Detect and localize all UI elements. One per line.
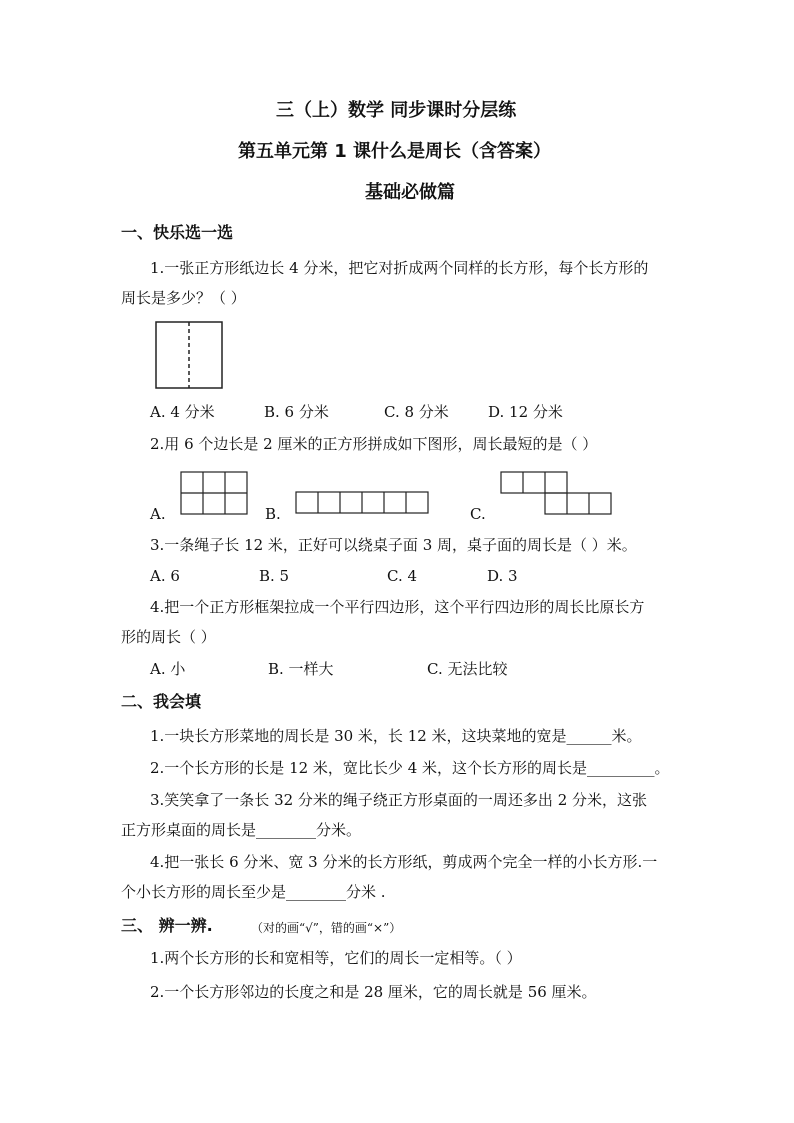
q4-option-b[interactable]: B. 一样大 (268, 660, 334, 678)
judge-question-1: 1.两个长方形的长和宽相等，它们的周长一定相等。（ ） (150, 949, 522, 967)
q4-option-a[interactable]: A. 小 (150, 660, 186, 678)
shape-b-1x6-row (295, 491, 431, 515)
level-label: 基础必做篇 (365, 182, 455, 203)
section-heading-choice: 一、快乐选一选 (121, 223, 234, 242)
q3-option-c[interactable]: C. 4 (387, 567, 418, 585)
fill-question-2: 2.一个长方形的长是 12 米，宽比长少 4 米，这个长方形的周长是_________。 (150, 759, 670, 777)
folded-square-figure (155, 321, 225, 391)
fill-question-3: 3.笑笑拿了一条长 32 分米的绳子绕正方形桌面的一周还多出 2 分米，这张 (150, 791, 648, 809)
q3-option-a[interactable]: A. 6 (150, 567, 180, 585)
fill-question-4-cont: 个小长方形的周长至少是________分米 . (121, 883, 386, 901)
fill-question-1: 1.一块长方形菜地的周长是 30 米，长 12 米，这块菜地的宽是______米。 (150, 727, 642, 745)
q1-option-b[interactable]: B. 6 分米 (264, 403, 329, 421)
q1-option-a[interactable]: A. 4 分米 (150, 403, 215, 421)
question-1-1-text-cont: 周长是多少？（ ） (121, 289, 246, 307)
question-1-1-text: 1.一张正方形纸边长 4 分米，把它对折成两个同样的长方形，每个长方形的 (150, 259, 649, 277)
q1-option-c[interactable]: C. 8 分米 (384, 403, 449, 421)
question-1-2-text: 2.用 6 个边长是 2 厘米的正方形拼成如下图形，周长最短的是（ ） (150, 435, 598, 453)
shape-a-2x3-grid (180, 471, 250, 517)
fill-question-3-cont: 正方形桌面的周长是________分米。 (121, 821, 362, 839)
page-title: 三（上）数学 同步课时分层练 (276, 100, 517, 121)
section-heading-fill: 二、我会填 (121, 692, 202, 711)
q4-option-c[interactable]: C. 无法比较 (427, 660, 508, 678)
shape-c-staircase (500, 471, 614, 517)
fill-question-4: 4.把一张长 6 分米、宽 3 分米的长方形纸，剪成两个完全一样的小长方形.一 (150, 853, 658, 871)
question-1-3-text: 3.一条绳子长 12 米，正好可以绕桌子面 3 周，桌子面的周长是（ ）米。 (150, 536, 637, 554)
section-heading-judge: 三、 辨一辨. (121, 916, 213, 935)
question-1-4-text: 4.把一个正方形框架拉成一个平行四边形，这个平行四边形的周长比原长方 (150, 598, 645, 616)
q2-option-c[interactable]: C. (470, 505, 486, 523)
q2-option-a[interactable]: A. (150, 505, 166, 523)
page-subtitle: 第五单元第 1 课什么是周长（含答案） (238, 141, 552, 162)
q2-option-b[interactable]: B. (265, 505, 281, 523)
judge-instruction: （对的画“√”，错的画“×”） (251, 921, 402, 935)
q3-option-b[interactable]: B. 5 (259, 567, 290, 585)
q3-option-d[interactable]: D. 3 (487, 567, 518, 585)
judge-question-2: 2.一个长方形邻边的长度之和是 28 厘米，它的周长就是 56 厘米。 (150, 983, 597, 1001)
question-1-4-text-cont: 形的周长（ ） (121, 628, 216, 646)
q1-option-d[interactable]: D. 12 分米 (488, 403, 563, 421)
